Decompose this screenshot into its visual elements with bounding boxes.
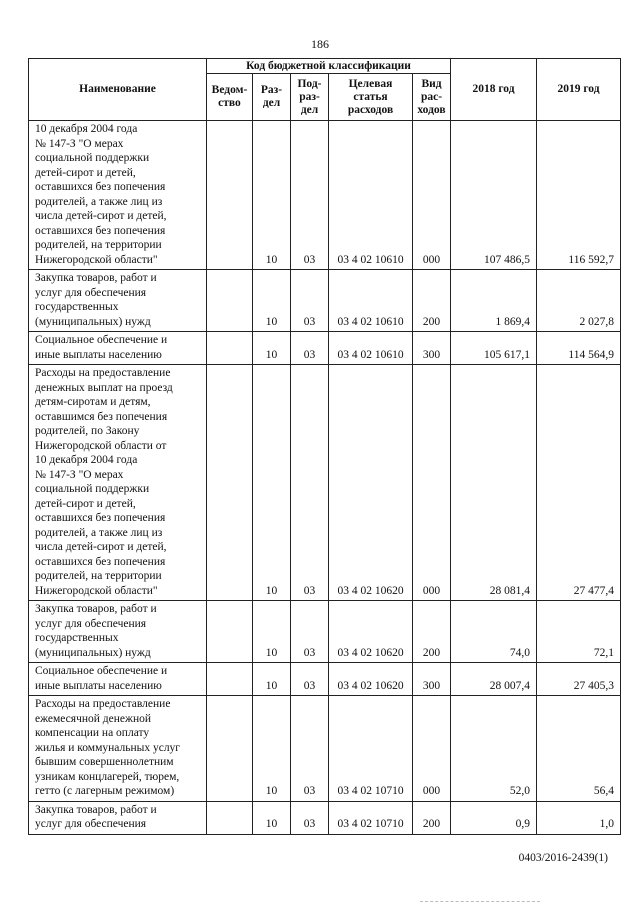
table-row [29,332,621,365]
row-target: 03 4 02 10610 [329,270,413,332]
row-2018: 52,0 [451,696,537,802]
row-vid: 300 [413,663,451,696]
row-name: 10 декабря 2004 года № 147-З "О мерах социальной поддержки детей-сирот и детей, оставшихся без попечения родителей, а также лиц из числа детей-сирот и детей, оставшихся без попечения родителей, на территории Нижегородской области" [29,121,207,270]
row-podrazdel: 03 [291,801,329,834]
header-podrazdel: Под- раз- дел [291,74,329,121]
row-podrazdel: 03 [291,663,329,696]
header-razdel: Раз- дел [253,74,291,121]
row-name: Закупка товаров, работ и услуг для обеспечения [29,801,207,834]
row-razdel: 10 [253,121,291,270]
footer-marks [420,901,540,903]
row-razdel: 10 [253,801,291,834]
row-vid: 200 [413,270,451,332]
row-target: 03 4 02 10710 [329,696,413,802]
row-podrazdel: 03 [291,601,329,663]
table-row [29,270,621,332]
table-row [29,663,621,696]
row-razdel: 10 [253,663,291,696]
header-year-2018: 2018 год [451,59,537,121]
row-2019: 2 027,8 [537,270,621,332]
document-code: 0403/2016-2439(1) [518,852,608,864]
header-budget-code: Код бюджетной классификации [207,59,451,74]
row-2019: 56,4 [537,696,621,802]
row-vedom [207,365,253,601]
row-name: Социальное обеспечение и иные выплаты населению [29,332,207,365]
row-2018: 74,0 [451,601,537,663]
row-razdel: 10 [253,365,291,601]
row-name: Социальное обеспечение и иные выплаты населению [29,663,207,696]
row-vid: 000 [413,121,451,270]
page-number: 186 [311,37,329,51]
row-vid: 200 [413,601,451,663]
row-target: 03 4 02 10620 [329,601,413,663]
row-2019: 1,0 [537,801,621,834]
row-razdel: 10 [253,270,291,332]
row-podrazdel: 03 [291,696,329,802]
row-vedom [207,663,253,696]
row-vid: 300 [413,332,451,365]
row-2018: 105 617,1 [451,332,537,365]
row-vid: 000 [413,696,451,802]
row-podrazdel: 03 [291,332,329,365]
row-2018: 107 486,5 [451,121,537,270]
row-name: Расходы на предоставление ежемесячной денежной компенсации на оплату жилья и коммунальных услуг бывшим совершеннолетним узникам концлагерей, тюрем, гетто (с лагерным режимом) [29,696,207,802]
table-row [29,365,621,601]
row-podrazdel: 03 [291,121,329,270]
row-2018: 28 081,4 [451,365,537,601]
row-podrazdel: 03 [291,365,329,601]
row-vedom [207,801,253,834]
row-vedom [207,696,253,802]
row-2018: 0,9 [451,801,537,834]
row-2019: 72,1 [537,601,621,663]
row-2018: 28 007,4 [451,663,537,696]
row-razdel: 10 [253,696,291,802]
row-target: 03 4 02 10610 [329,121,413,270]
row-podrazdel: 03 [291,270,329,332]
row-target: 03 4 02 10620 [329,663,413,696]
row-vedom [207,270,253,332]
table-row [29,601,621,663]
budget-table [28,58,621,835]
row-vedom [207,601,253,663]
row-name: Закупка товаров, работ и услуг для обеспечения государственных (муниципальных) нужд [29,270,207,332]
row-vid: 200 [413,801,451,834]
row-target: 03 4 02 10620 [329,365,413,601]
row-razdel: 10 [253,332,291,365]
header-year-2019: 2019 год [537,59,621,121]
row-vid: 000 [413,365,451,601]
row-vedom [207,332,253,365]
row-target: 03 4 02 10610 [329,332,413,365]
row-name: Закупка товаров, работ и услуг для обеспечения государственных (муниципальных) нужд [29,601,207,663]
row-razdel: 10 [253,601,291,663]
row-name: Расходы на предоставление денежных выплат на проезд детям-сиротам и детям, оставшимся без попечения родителей, по Закону Нижегородской области от 10 декабря 2004 года № 147-З "О мерах социальной поддержки детей-сирот и детей, оставшихся без попечения родителей, а также лиц из числа детей-сирот и детей, оставшихся без попечения родителей, на территории Нижегородской области" [29,365,207,601]
header-vid: Вид рас- ходов [413,74,451,121]
row-2018: 1 869,4 [451,270,537,332]
row-2019: 114 564,9 [537,332,621,365]
header-target: Целевая статья расходов [329,74,413,121]
row-target: 03 4 02 10710 [329,801,413,834]
header-vedom: Ведом- ство [207,74,253,121]
row-2019: 27 405,3 [537,663,621,696]
row-2019: 116 592,7 [537,121,621,270]
table-row [29,121,621,270]
row-2019: 27 477,4 [537,365,621,601]
table-row [29,696,621,802]
header-name: Наименование [29,59,207,121]
table-row [29,801,621,834]
row-vedom [207,121,253,270]
